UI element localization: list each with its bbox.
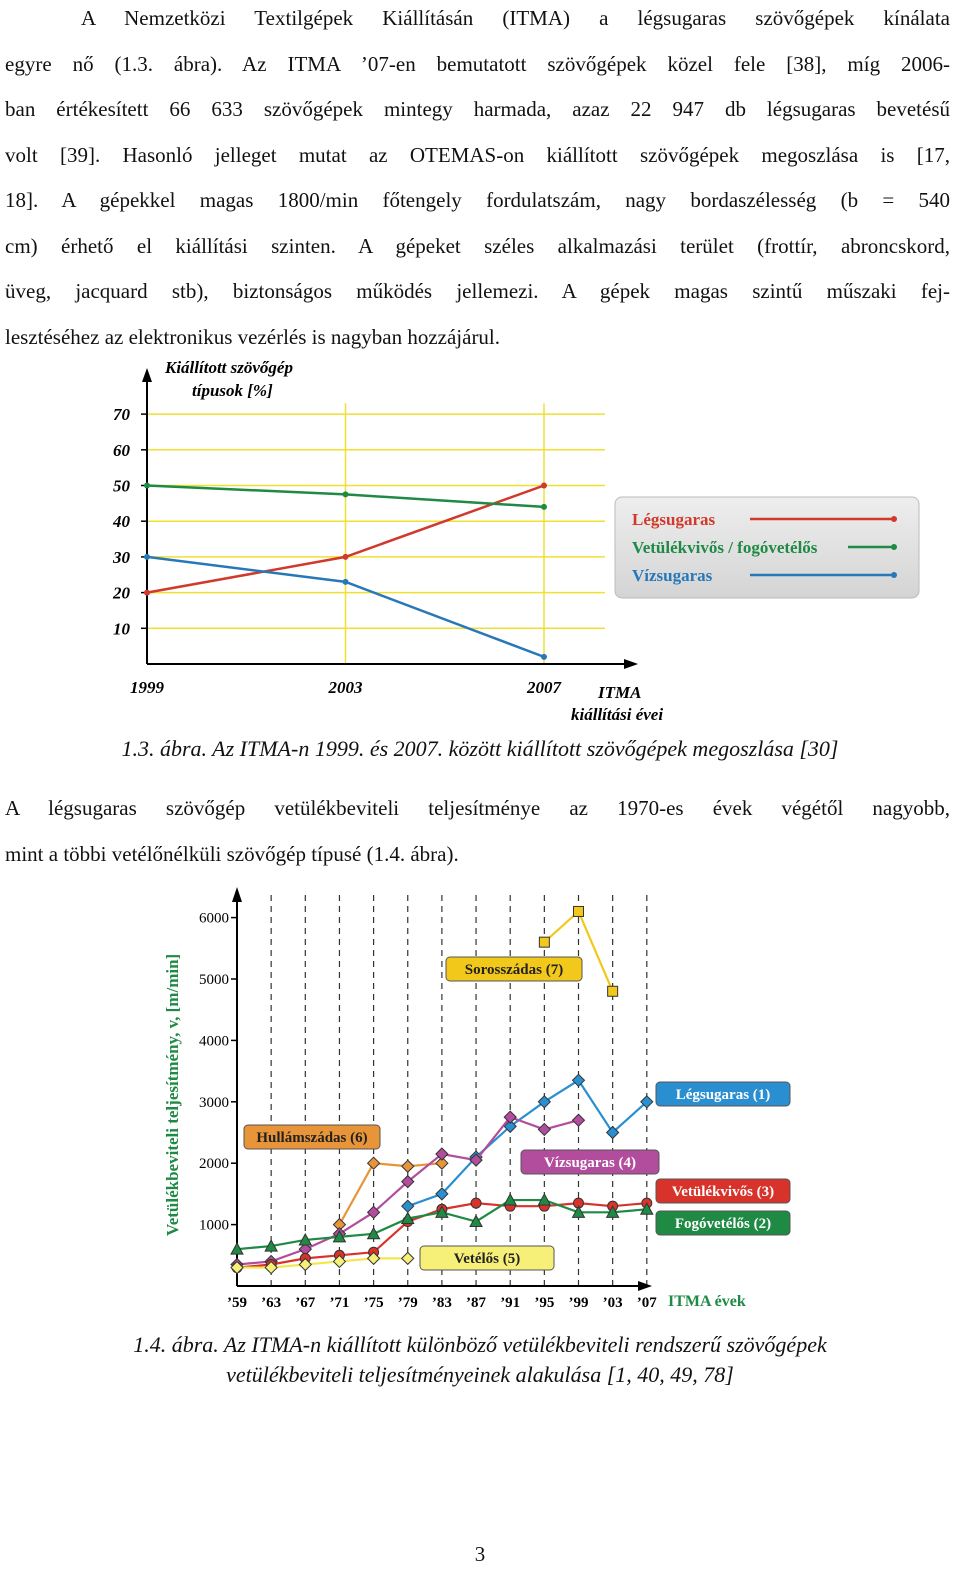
- chart1-data-point: [144, 483, 150, 489]
- chart1-legend-label: Vízsugaras: [632, 566, 713, 585]
- paragraph-1-line: A Nemzetközi Textilgépek Kiállításán (ITMA) a légsugaras szövőgépek kínálata: [81, 6, 950, 30]
- chart2-data-point: [538, 1123, 550, 1135]
- chart2-xtick-label: ’59: [227, 1295, 247, 1311]
- chart2-xtick-label: ’03: [602, 1295, 623, 1311]
- chart1-data-point: [541, 654, 547, 660]
- chart2-xtick-label: ’67: [295, 1295, 316, 1311]
- chart1-xlabel-line2: kiállítási évei: [571, 705, 664, 724]
- chart2-data-point: [368, 1157, 380, 1169]
- chart1-data-point: [541, 483, 547, 489]
- chart2-xtick-label: ’91: [500, 1295, 521, 1311]
- weft-insertion-chart: [0, 880, 960, 1320]
- chart2-ytick-label: 3000: [199, 1094, 229, 1111]
- chart2-x-axis-arrow: [638, 1281, 652, 1291]
- chart1-y-axis-arrow: [142, 368, 152, 382]
- chart2-data-point: [402, 1252, 414, 1264]
- chart2-ytick-label: 5000: [199, 972, 229, 988]
- chart2-ylabel: Vetülékbeviteli teljesítmény, v, [m/min]: [163, 953, 182, 1236]
- chart1-xtick-label: 2003: [328, 678, 363, 697]
- chart2-ytick-label: 2000: [199, 1156, 229, 1173]
- chart2-ytick-label: 1000: [199, 1217, 229, 1234]
- chart2-xtick-label: ’79: [397, 1295, 418, 1311]
- page-number: 3: [474, 1542, 486, 1566]
- paragraph-1-line: lesztéséhez az elektronikus vezérlés is nagyban hozzájárul.: [5, 324, 501, 349]
- figure-1-4-caption: [0, 1330, 960, 1390]
- chart1-ylabel-line1: Kiállított szövőgép: [165, 358, 293, 377]
- chart2-xtick-label: ’07: [636, 1295, 657, 1311]
- chart2-series-label: Vízsugaras (4): [543, 1155, 637, 1171]
- paragraph-1-line: ban értékesített 66 633 szövőgépek mintegy harmada, azaz 22 947 db légsugaras bevetésű: [5, 97, 950, 121]
- chart1-data-point: [343, 579, 349, 585]
- chart2-ytick-label: 4000: [199, 1033, 229, 1050]
- chart2-data-point: [608, 986, 618, 996]
- chart2-series-label: Vetélős (5): [453, 1251, 521, 1267]
- paragraph-2: [5, 786, 950, 877]
- chart2-xtick-label: ’63: [261, 1295, 282, 1311]
- itma-share-chart: [0, 350, 960, 730]
- chart1-xtick-label: 1999: [130, 678, 164, 697]
- chart1-data-point: [144, 554, 150, 560]
- figure-1-3-caption: 1.3. ábra. Az ITMA-n 1999. és 2007. között kiállított szövőgépek megoszlása [30]: [121, 736, 839, 761]
- chart1-xtick-label: 2007: [527, 678, 561, 697]
- chart2-data-point: [573, 1074, 585, 1086]
- chart1-xlabel-line1: ITMA: [598, 683, 642, 702]
- chart2-xtick-label: ’71: [329, 1295, 350, 1311]
- chart2-series-label: Sorosszádas (7): [464, 962, 564, 978]
- chart2-y-axis-arrow: [232, 887, 242, 902]
- chart1-legend-label: Légsugaras: [632, 510, 716, 529]
- chart1-data-point: [144, 590, 150, 596]
- paragraph-1: [5, 0, 950, 360]
- chart2-data-point: [539, 937, 549, 947]
- chart1-ytick-label: 70: [113, 405, 130, 425]
- chart2-xtick-label: ’99: [568, 1295, 589, 1311]
- paragraph-1-line: üveg, jacquard stb), biztonságos működés jellemezi. A gépek magas szintű műszaki fej-: [5, 279, 950, 303]
- chart2-series-label: Fogóvetélős (2): [674, 1216, 772, 1232]
- figure-1-4-caption-line: 1.4. ábra. Az ITMA-n kiállított különböző vetülékbeviteli rendszerű szövőgépek: [133, 1332, 827, 1357]
- chart2-data-point: [402, 1160, 414, 1172]
- chart2-xtick-label: ’87: [466, 1295, 487, 1311]
- chart1-ytick-label: 50: [113, 476, 130, 496]
- chart1-ytick-label: 40: [113, 512, 130, 532]
- chart2-data-point: [402, 1200, 414, 1212]
- chart2-xtick-label: ’95: [534, 1295, 555, 1311]
- chart1-legend-marker: [891, 516, 897, 522]
- chart1-legend-marker: [891, 572, 897, 578]
- figure-1-4-caption-line: vetülékbeviteli teljesítményeinek alakulása [1, 40, 49, 78]: [226, 1362, 734, 1387]
- chart2-data-point: [471, 1198, 481, 1208]
- paragraph-1-line: volt [39]. Hasonló jelleget mutat az OTEMAS-on kiállított szövőgépek megoszlása is [17,: [5, 142, 950, 167]
- paragraph-1-line: egyre nő (1.3. ábra). Az ITMA ’07-en bemutatott szövőgépek közel fele [38], míg 2006-: [5, 51, 950, 76]
- paragraph-1-line: cm) érhető el kiállítási szinten. A gépeket széles alkalmazási terület (frottír, abroncskord,: [5, 233, 950, 258]
- chart1-legend-label: Vetülékvivős / fogóvetélős: [632, 538, 818, 557]
- paragraph-2-line: mint a többi vetélőnélküli szövőgép típusé (1.4. ábra).: [5, 841, 459, 866]
- chart1-data-point: [541, 504, 547, 510]
- chart2-xtick-label: ’83: [431, 1295, 452, 1311]
- chart2-series-line: [408, 1080, 647, 1206]
- chart2-series-label: Hullámszádas (6): [256, 1130, 368, 1146]
- paragraph-1-line: 18]. A gépekkel magas 1800/min főtengely fordulatszám, nagy bordaszélesség (b = 540: [5, 188, 950, 212]
- chart1-legend-marker: [891, 544, 897, 550]
- chart1-ytick-label: 10: [113, 619, 130, 639]
- chart1-data-point: [343, 554, 349, 560]
- chart1-x-axis-arrow: [624, 659, 638, 669]
- chart2-series-label: Légsugaras (1): [675, 1087, 771, 1103]
- paragraph-2-line: A légsugaras szövőgép vetülékbeviteli teljesítménye az 1970-es évek végétől nagyobb,: [5, 796, 950, 820]
- chart1-legend: [615, 497, 919, 598]
- chart1-ytick-label: 60: [113, 440, 130, 460]
- chart1-ytick-label: 20: [113, 583, 130, 603]
- chart2-xtick-label: ’75: [363, 1295, 384, 1311]
- chart1-ylabel-line2: típusok [%]: [192, 381, 273, 400]
- chart2-series-label: Vetülékvivős (3): [671, 1184, 775, 1200]
- chart1-ytick-label: 30: [113, 547, 130, 567]
- chart2-data-point: [573, 1114, 585, 1126]
- chart2-xlabel: ITMA évek: [668, 1293, 746, 1310]
- chart1-data-point: [343, 491, 349, 497]
- chart2-data-point: [574, 906, 584, 916]
- chart2-ytick-label: 6000: [199, 910, 229, 927]
